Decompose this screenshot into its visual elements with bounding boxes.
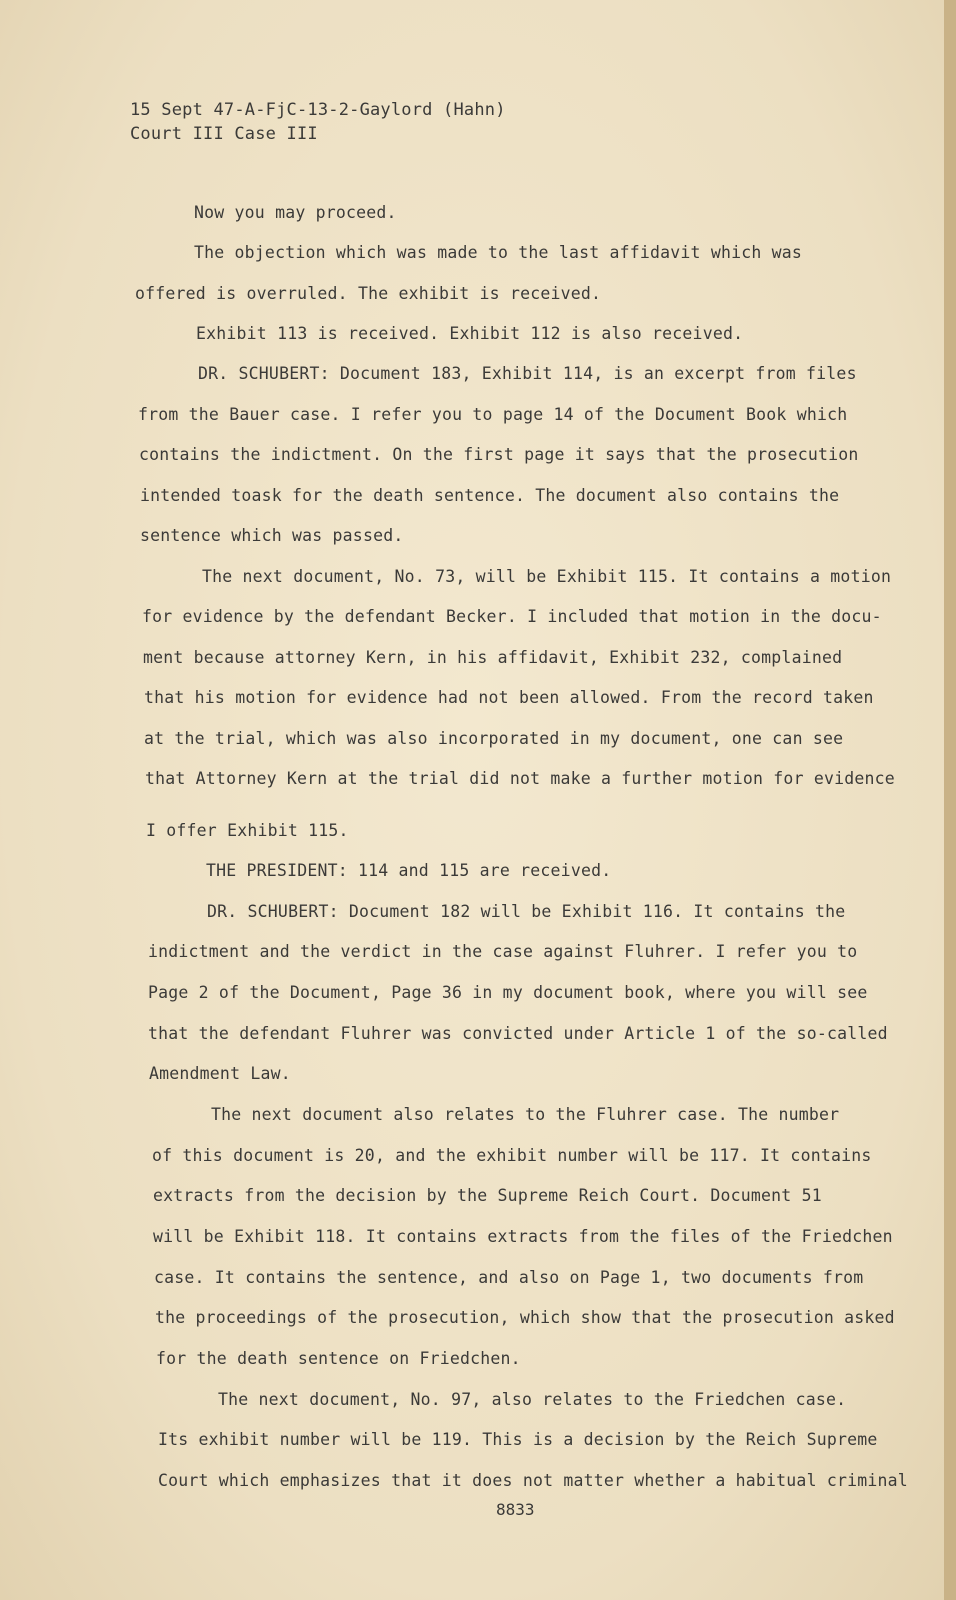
body-line: The objection which was made to the last affidavit which was — [194, 243, 803, 262]
header-line-2: Court III Case III — [130, 124, 318, 144]
body-line: Court which emphasizes that it does not matter whether a habitual criminal — [158, 1471, 908, 1490]
body-line: The next document, No. 97, also relates to the Friedchen case. — [218, 1390, 847, 1409]
body-line: extracts from the decision by the Supreme Reich Court. Document 51 — [153, 1186, 822, 1205]
body-line: the proceedings of the prosecution, which show that the prosecution asked — [155, 1308, 895, 1327]
header-line-1: 15 Sept 47-A-FjC-13-2-Gaylord (Hahn) — [130, 100, 506, 120]
body-line: at the trial, which was also incorporated in my document, one can see — [144, 729, 844, 748]
body-line: indictment and the verdict in the case against Fluhrer. I refer you to — [148, 942, 858, 961]
body-line: that the defendant Fluhrer was convicted under Article 1 of the so-called — [148, 1024, 888, 1043]
body-line: for evidence by the defendant Becker. I included that motion in the docu- — [142, 607, 882, 626]
body-line: sentence which was passed. — [140, 526, 404, 545]
body-line: ment because attorney Kern, in his affidavit, Exhibit 232, complained — [143, 648, 843, 667]
body-line: The next document, No. 73, will be Exhibit 115. It contains a motion — [202, 567, 892, 586]
body-line: that Attorney Kern at the trial did not make a further motion for evidence — [145, 769, 895, 788]
body-line: DR. SCHUBERT: Document 182 will be Exhibit 116. It contains the — [207, 902, 846, 921]
body-line: will be Exhibit 118. It contains extracts from the files of the Friedchen — [153, 1227, 893, 1246]
body-line: case. It contains the sentence, and also on Page 1, two documents from — [154, 1268, 864, 1287]
body-line: Exhibit 113 is received. Exhibit 112 is also received. — [196, 324, 744, 343]
body-line: Page 2 of the Document, Page 36 in my document book, where you will see — [148, 983, 868, 1002]
body-line: I offer Exhibit 115. — [146, 821, 349, 840]
page-number: 8833 — [496, 1500, 535, 1519]
body-line: contains the indictment. On the first page it says that the prosecution — [139, 445, 859, 464]
page-edge — [944, 0, 956, 1600]
body-line: THE PRESIDENT: 114 and 115 are received. — [206, 861, 612, 880]
body-line: offered is overruled. The exhibit is received. — [135, 284, 602, 303]
body-line: The next document also relates to the Fluhrer case. The number — [211, 1105, 840, 1124]
body-line: DR. SCHUBERT: Document 183, Exhibit 114, is an excerpt from files — [198, 364, 857, 383]
body-line: Its exhibit number will be 119. This is a decision by the Reich Supreme — [158, 1430, 878, 1449]
body-line: intended toask for the death sentence. The document also contains the — [140, 486, 840, 505]
body-line: Now you may proceed. — [194, 203, 397, 222]
body-line: Amendment Law. — [149, 1064, 291, 1083]
body-line: from the Bauer case. I refer you to page 14 of the Document Book which — [138, 405, 848, 424]
body-line: that his motion for evidence had not been allowed. From the record taken — [144, 688, 874, 707]
body-line: of this document is 20, and the exhibit number will be 117. It contains — [152, 1146, 872, 1165]
body-line: for the death sentence on Friedchen. — [156, 1349, 521, 1368]
